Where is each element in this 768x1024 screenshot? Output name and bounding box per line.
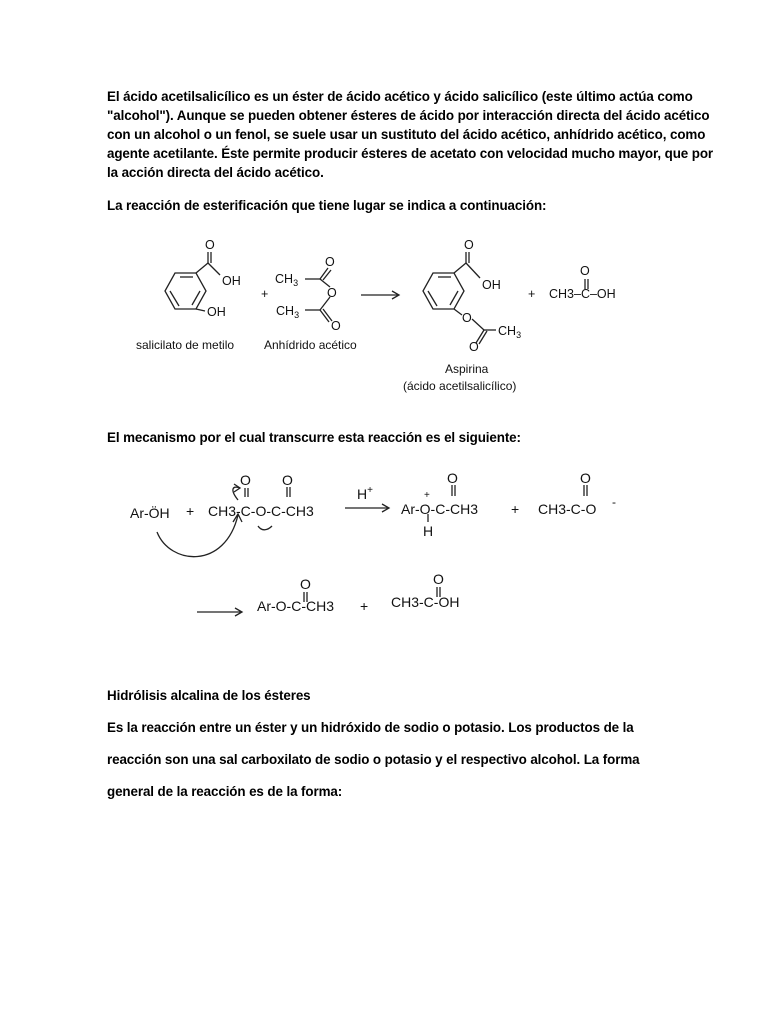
product-sublabel: (ácido acetilsalicílico) — [403, 379, 517, 393]
intro-line-3: con un alcohol o un fenol, se suele usar un sustituto del ácido acético, anhídrido acético, como — [107, 127, 706, 142]
atom-o: O — [580, 264, 590, 278]
acetic-acid-formula: CH3–C–OH — [549, 287, 616, 301]
atom-o: O — [462, 311, 472, 325]
atom-oh: OH — [482, 278, 501, 292]
charge-minus: - — [612, 495, 616, 509]
atom-o: O — [447, 470, 458, 486]
hydrolysis-line-3: general de la reacción es de la forma: — [107, 784, 343, 799]
reaction-intro: La reacción de esterificación que tiene lugar se indica a continuación: — [107, 198, 547, 213]
mech-product: Ar-O-C-CH3 — [401, 501, 478, 517]
intro-line-1: El ácido acetilsalicílico es un éster de ácido acético y ácido salicílico (este último actúa como — [107, 89, 693, 104]
intro-line-2: "alcohol"). Aunque se pueden obtener ésteres de ácido por interacción directa del ácido acético — [107, 108, 710, 123]
atom-o: O — [464, 238, 474, 252]
atom-o: O — [580, 470, 591, 486]
hydrolysis-line-2: reacción son una sal carboxilato de sodio o potasio y el respectivo alcohol. La forma — [107, 752, 640, 767]
atom-o: O — [325, 255, 335, 269]
mech-anhydride: CH3-C-O-C-CH3 — [208, 503, 314, 519]
atom-o: O — [282, 472, 293, 488]
plus-sign: + — [511, 501, 520, 517]
mechanism-intro: El mecanismo por el cual transcurre esta reacción es el siguiente: — [107, 430, 521, 445]
hydrolysis-title: Hidrólisis alcalina de los ésteres — [107, 688, 311, 703]
mech-acetate: CH3-C-O — [538, 501, 597, 517]
atom-o: O — [469, 340, 479, 354]
atom-o: O — [433, 571, 444, 587]
atom-oh: OH — [222, 274, 241, 288]
intro-line-4: agente acetilante. Éste permite producir ésteres de acetato con velocidad mucho mayor, que por — [107, 146, 714, 161]
atom-o: O — [205, 238, 215, 252]
atom-o: O — [300, 576, 311, 592]
atom-o: O — [240, 472, 251, 488]
electron-arrow — [157, 515, 238, 557]
atom-o: O — [327, 286, 337, 300]
mech-aroh: Ar-ÖH — [130, 505, 170, 521]
atom-o: O — [331, 319, 341, 333]
esterification-scheme — [0, 235, 768, 400]
plus-sign: + — [186, 503, 195, 519]
reactant1-label: salicilato de metilo — [136, 338, 235, 352]
reactant2-label: Anhídrido acético — [264, 338, 357, 352]
product-label: Aspirina — [445, 362, 489, 376]
atom-h: H — [423, 523, 434, 539]
mechanism-scheme — [0, 470, 768, 650]
mech-ester: Ar-O-C-CH3 — [257, 598, 334, 614]
mech-acid: CH3-C-OH — [391, 594, 460, 610]
hydrolysis-line-1: Es la reacción entre un éster y un hidróxido de sodio o potasio. Los productos de la — [107, 720, 634, 735]
charge-plus: + — [424, 490, 430, 501]
plus-sign: + — [360, 598, 369, 614]
atom-oh: OH — [207, 305, 226, 319]
intro-line-5: la acción directa del ácido acético. — [107, 165, 324, 180]
mech-catalyst: H+ — [357, 485, 373, 502]
atom-ch3: $CH_3$ — [275, 272, 299, 288]
atom-ch3: $CH_3$ — [276, 304, 300, 320]
atom-ch3: $CH_3$ — [498, 324, 522, 340]
plus-sign: + — [261, 287, 269, 301]
plus-sign: + — [528, 287, 536, 301]
